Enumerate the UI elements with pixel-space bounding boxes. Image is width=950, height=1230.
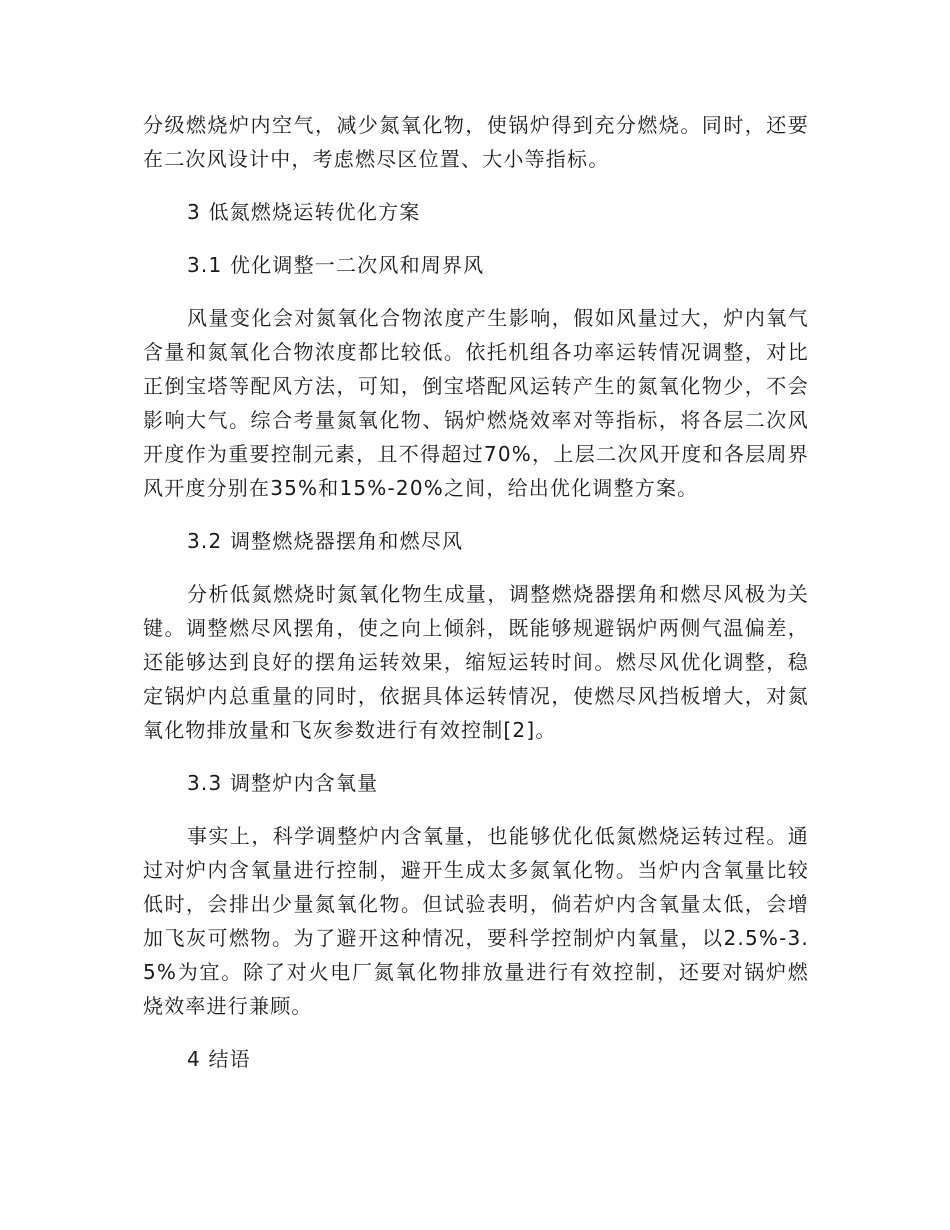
paragraph-burner-angle: 分析低氮燃烧时氮氧化物生成量，调整燃烧器摆角和燃尽风极为关键。调整燃尽风摆角，使之向上倾斜，既能够规避锅炉两侧气温偏差，还能够达到良好的摆角运转效果，缩短运转时间。燃尽风优化调整，稳定锅炉内总重量的同时，依据具体运转情况，使燃尽风挡板增大，对氮氧化物排放量和飞灰参数进行有效控制[2]。 xyxy=(143,582,809,742)
document-body xyxy=(143,108,809,1095)
section-heading-4: 4 结语 xyxy=(187,1047,251,1071)
subsection-heading-3-3: 3.3 调整炉内含氧量 xyxy=(187,771,379,795)
paragraph-air-adjustment: 风量变化会对氮氧化合物浓度产生影响，假如风量过大，炉内氧气含量和氮氧化合物浓度都比较低。依托机组各功率运转情况调整，对比正倒宝塔等配风方法，可知，倒宝塔配风运转产生的氮氧化物少，不会影响大气。综合考量氮氧化物、锅炉燃烧效率对等指标，将各层二次风开度作为重要控制元素，且不得超过70%，上层二次风开度和各层周界风开度分别在35%和15%-20%之间，给出优化调整方案。 xyxy=(143,306,809,500)
paragraph-continuation: 分级燃烧炉内空气，减少氮氧化物，使锅炉得到充分燃烧。同时，还要在二次风设计中，考虑燃尽区位置、大小等指标。 xyxy=(143,113,809,171)
subsection-heading-3-1: 3.1 优化调整一二次风和周界风 xyxy=(187,253,485,277)
subsection-heading-3-2: 3.2 调整燃烧器摆角和燃尽风 xyxy=(187,529,464,553)
paragraph-oxygen-content: 事实上，科学调整炉内含氧量，也能够优化低氮燃烧运转过程。通过对炉内含氧量进行控制，避开生成太多氮氧化物。当炉内含氧量比较低时，会排出少量氮氧化物。但试验表明，倘若炉内含氧量太低，会增加飞灰可燃物。为了避开这种情况，要科学控制炉内氧量，以2.5%-3.5%为宜。除了对火电厂氮氧化物排放量进行有效控制，还要对锅炉燃烧效率进行兼顾。 xyxy=(143,824,809,1018)
section-heading-3: 3 低氮燃烧运转优化方案 xyxy=(187,200,421,224)
